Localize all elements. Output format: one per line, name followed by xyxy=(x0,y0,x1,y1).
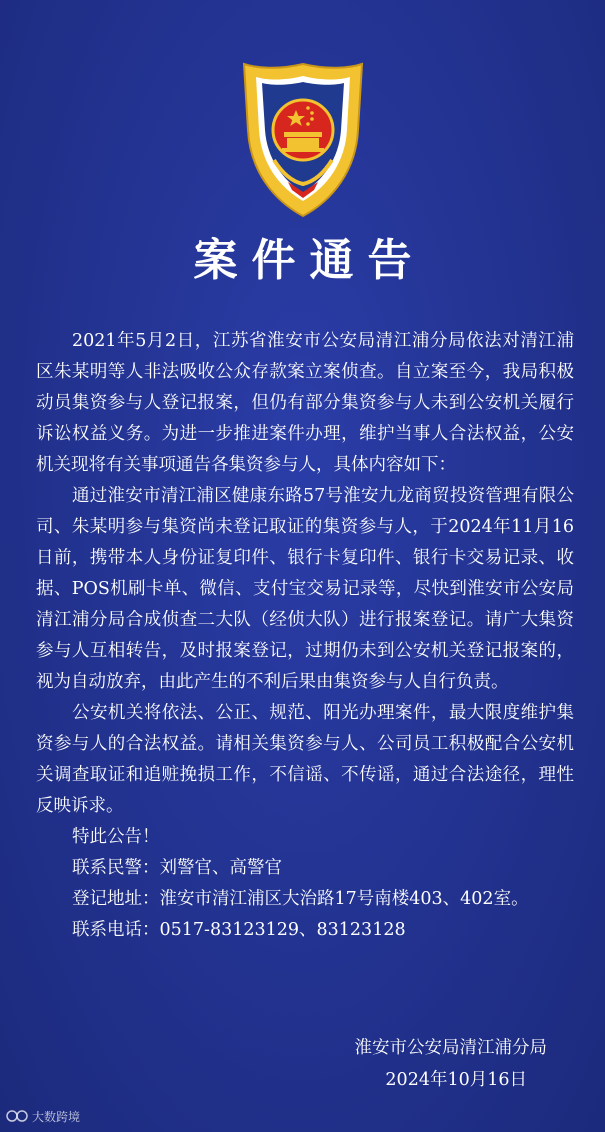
contact-police: 联系民警：刘警官、高警官 xyxy=(72,858,282,878)
police-emblem-icon xyxy=(238,60,368,220)
signature-org: 淮安市公安局清江浦分局 xyxy=(354,1038,547,1058)
watermark xyxy=(6,1106,80,1126)
notice-closing: 特此公告！ xyxy=(72,827,160,847)
contact-phone: 联系电话：0517-83123129、83123128 xyxy=(72,920,406,940)
notice-paragraph-3: 公安机关将依法、公正、规范、阳光办理案件，最大限度维护集资参与人的合法权益。请相关集资参与人、公司员工积极配合公安机关调查取证和追赃挽损工作，不信谣、不传谣，通过合法途径，理性反映诉求。 xyxy=(36,703,574,816)
notice-paragraph-2: 通过淮安市清江浦区健康东路57号淮安九龙商贸投资管理有限公司、朱某明参与集资尚未登记取证的集资参与人，于2024年11月16日前，携带本人身份证复印件、银行卡复印件、银行卡交易记录、收据、POS机刷卡单、微信、支付宝交易记录等，尽快到淮安市公安局清江浦分局合成侦查二大队（经侦大队）进行报案登记。请广大集资参与人互相转告，及时报案登记，过期仍未到公安机关登记报案的，视为自动放弃，由此产生的不利后果由集资参与人自行负责。 xyxy=(36,486,574,692)
registration-address: 登记地址：淮安市清江浦区大治路17号南楼403、402室。 xyxy=(72,889,529,909)
watermark-text: 大数跨境 xyxy=(32,1109,81,1124)
notice-body xyxy=(36,326,574,946)
signature-block xyxy=(355,1032,548,1096)
notice-paragraph-1: 2021年5月2日，江苏省淮安市公安局清江浦分局依法对清江浦区朱某明等人非法吸收公众存款案立案侦查。自立案至今，我局积极动员集资参与人登记报案，但仍有部分集资参与人未到公安机关履行诉讼权益义务。为进一步推进案件办理，维护当事人合法权益，公安机关现将有关事项通告各集资参与人，具体内容如下： xyxy=(36,331,574,475)
notice-title: 案件通告 xyxy=(193,235,426,286)
signature-date: 2024年10月16日 xyxy=(385,1070,527,1090)
watermark-logo-icon xyxy=(6,1108,28,1124)
